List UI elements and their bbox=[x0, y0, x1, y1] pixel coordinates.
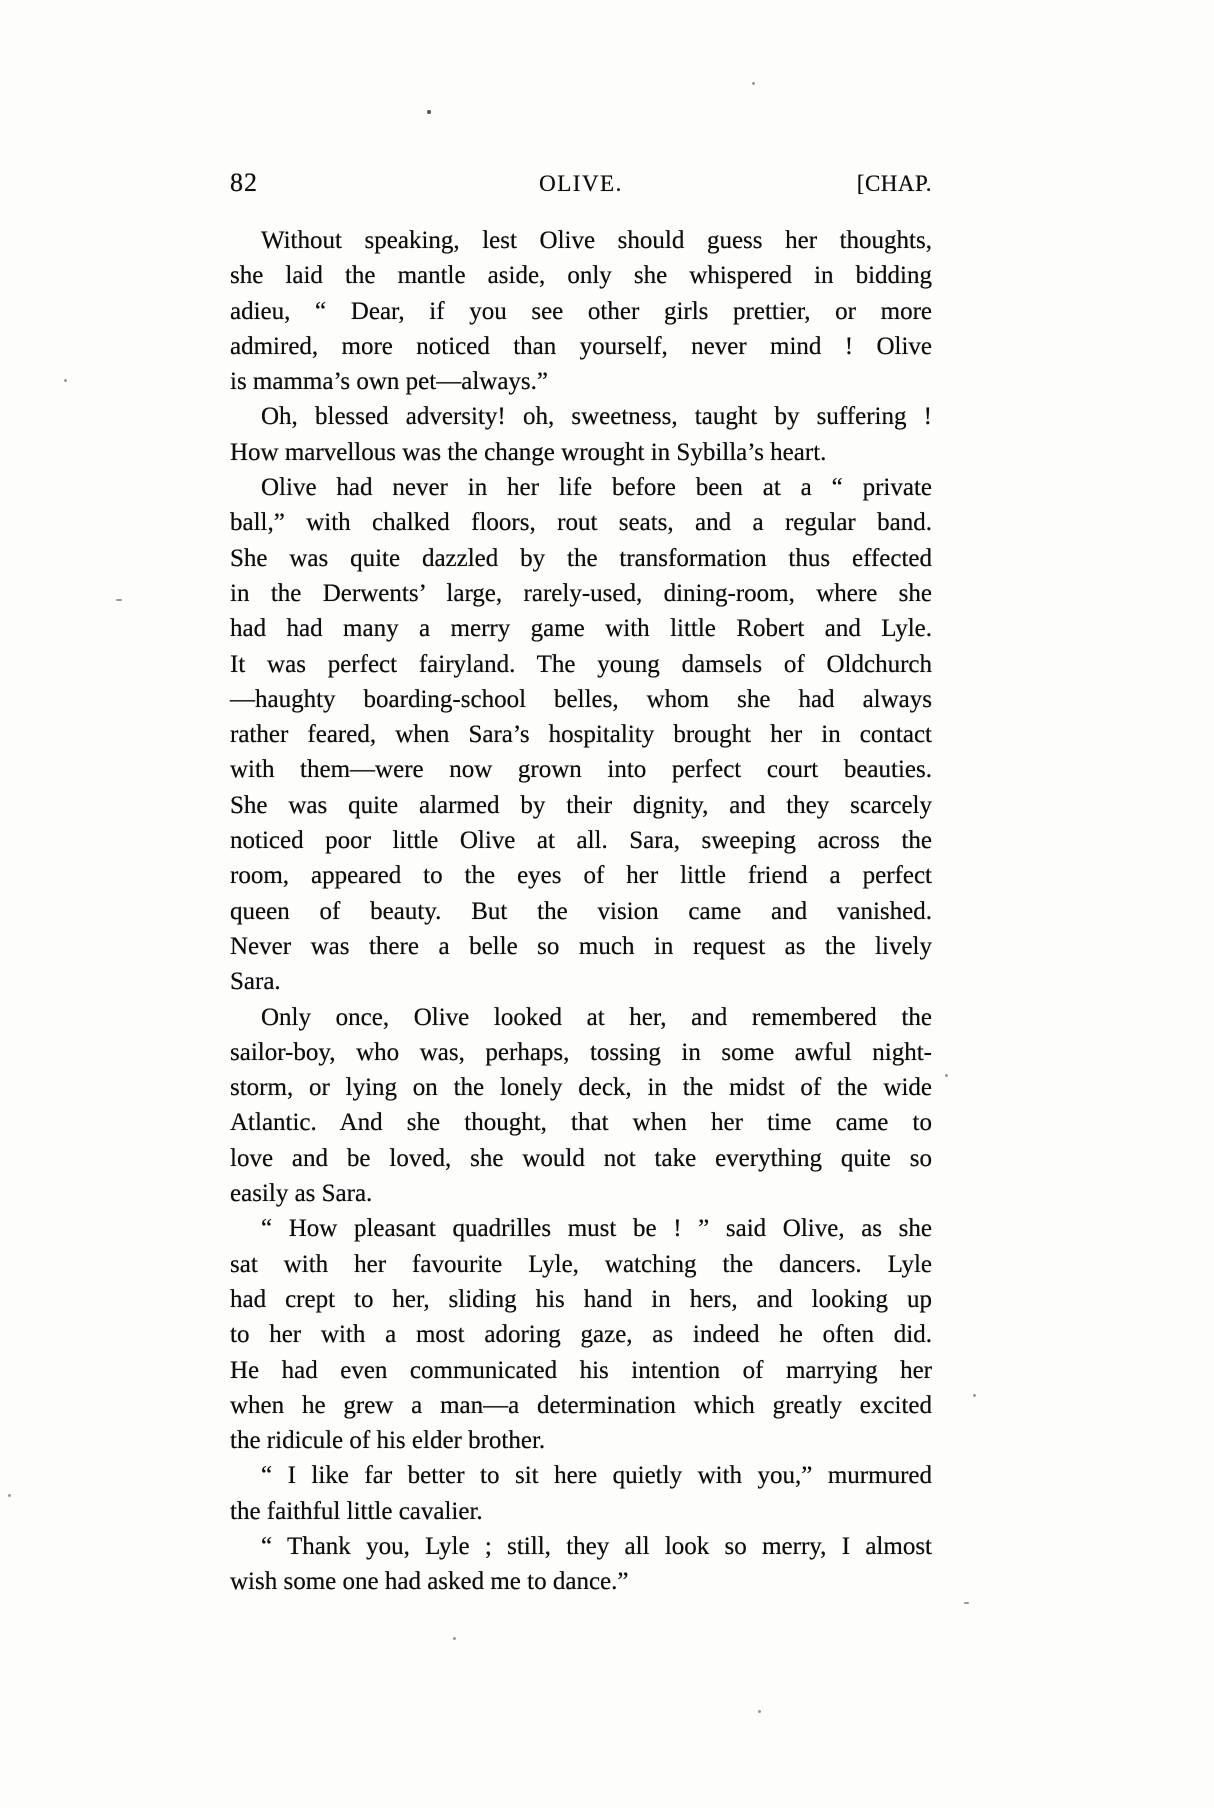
text-line: rather feared, when Sara’s hospitality brought her in contact bbox=[230, 721, 932, 749]
scan-speck bbox=[64, 379, 67, 382]
text-line: queen of beauty. But the vision came and vanished. bbox=[230, 897, 932, 925]
running-header bbox=[230, 168, 932, 200]
text-line: “ Thank you, Lyle ; still, they all look so merry, I almost bbox=[261, 1532, 932, 1560]
scan-speck bbox=[752, 82, 755, 85]
text-line: “ I like far better to sit here quietly with you,” murmured bbox=[261, 1462, 932, 1490]
text-block bbox=[230, 168, 932, 1600]
scan-speck bbox=[8, 1494, 11, 1497]
text-line: Only once, Olive looked at her, and remembered the bbox=[261, 1003, 932, 1031]
text-line: noticed poor little Olive at all. Sara, sweeping across the bbox=[230, 827, 932, 855]
text-line: sat with her favourite Lyle, watching the dancers. Lyle bbox=[230, 1250, 932, 1278]
text-line: Oh, blessed adversity! oh, sweetness, taught by suffering ! bbox=[261, 403, 932, 431]
text-line: ball,” with chalked floors, rout seats, and a regular band. bbox=[230, 509, 932, 537]
text-line: room, appeared to the eyes of her little friend a perfect bbox=[230, 862, 932, 890]
scan-speck bbox=[758, 1710, 761, 1713]
text-line: she laid the mantle aside, only she whispered in bidding bbox=[230, 262, 932, 290]
scan-speck bbox=[427, 110, 431, 114]
text-line: Never was there a belle so much in request as the lively bbox=[230, 932, 932, 960]
text-line: She was quite alarmed by their dignity, and they scarcely bbox=[230, 791, 932, 819]
page-number: 82 bbox=[230, 168, 258, 197]
scan-speck bbox=[973, 1394, 976, 1397]
text-line: admired, more noticed than yourself, never mind ! Olive bbox=[230, 332, 932, 360]
text-line: “ How pleasant quadrilles must be ! ” said Olive, as she bbox=[261, 1215, 932, 1243]
text-line: Sara. bbox=[230, 968, 281, 996]
text-line: Atlantic. And she thought, that when her time came to bbox=[230, 1109, 932, 1137]
text-line: is mamma’s own pet—always.” bbox=[230, 368, 548, 396]
text-line: —haughty boarding-school belles, whom she had always bbox=[230, 685, 932, 713]
text-line: adieu, “ Dear, if you see other girls prettier, or more bbox=[230, 297, 932, 325]
scan-speck bbox=[964, 1602, 969, 1604]
text-line: with them—were now grown into perfect court beauties. bbox=[230, 756, 932, 784]
text-line: love and be loved, she would not take everything quite so bbox=[230, 1144, 932, 1172]
body-text bbox=[230, 223, 932, 1600]
text-line: storm, or lying on the lonely deck, in the midst of the wide bbox=[230, 1074, 932, 1102]
text-line: when he grew a man—a determination which greatly excited bbox=[230, 1391, 932, 1419]
text-line: the faithful little cavalier. bbox=[230, 1497, 483, 1525]
text-line: Olive had never in her life before been at a “ private bbox=[261, 474, 932, 502]
scan-speck bbox=[945, 1074, 948, 1077]
chapter-marker: [CHAP. bbox=[856, 171, 932, 196]
scan-speck bbox=[116, 599, 122, 601]
text-line: had had many a merry game with little Robert and Lyle. bbox=[230, 615, 932, 643]
text-line: easily as Sara. bbox=[230, 1180, 373, 1208]
text-line: It was perfect fairyland. The young damsels of Oldchurch bbox=[230, 650, 932, 678]
text-line: had crept to her, sliding his hand in hers, and looking up bbox=[230, 1285, 932, 1313]
text-line: to her with a most adoring gaze, as indeed he often did. bbox=[230, 1321, 932, 1349]
text-line: How marvellous was the change wrought in Sybilla’s heart. bbox=[230, 438, 827, 466]
text-line: He had even communicated his intention of marrying her bbox=[230, 1356, 932, 1384]
text-line: She was quite dazzled by the transformation thus effected bbox=[230, 544, 932, 572]
text-line: Without speaking, lest Olive should guess her thoughts, bbox=[261, 227, 932, 254]
text-line: in the Derwents’ large, rarely-used, dining-room, where she bbox=[230, 579, 932, 607]
text-line: sailor-boy, who was, perhaps, tossing in some awful night- bbox=[230, 1038, 932, 1066]
running-title: OLIVE. bbox=[539, 171, 623, 196]
text-line: wish some one had asked me to dance.” bbox=[230, 1568, 629, 1596]
scan-speck bbox=[453, 1637, 456, 1640]
text-line: the ridicule of his elder brother. bbox=[230, 1427, 546, 1455]
